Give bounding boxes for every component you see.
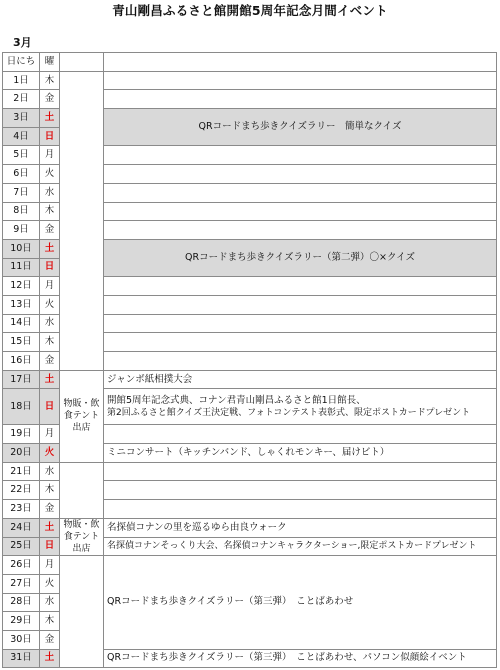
dow-cell: 月 bbox=[40, 556, 60, 575]
table-row bbox=[3, 462, 497, 481]
day-cell: 26日 bbox=[3, 556, 40, 575]
dow-cell: 木 bbox=[40, 612, 60, 631]
day-cell: 5日 bbox=[3, 146, 40, 165]
dow-cell: 金 bbox=[40, 500, 60, 519]
page-title: 青山剛昌ふるさと館開館5周年記念月間イベント bbox=[112, 3, 388, 18]
dow-cell: 金 bbox=[40, 90, 60, 109]
dow-cell: 日 bbox=[40, 389, 60, 425]
day-cell: 4日 bbox=[3, 127, 40, 146]
event-cell bbox=[104, 333, 497, 352]
event-quiz-easy: QRコードまち歩きクイズラリー 簡単なクイズ bbox=[104, 109, 497, 146]
dow-cell: 日 bbox=[40, 258, 60, 277]
event-cell bbox=[104, 90, 497, 109]
booth-cell-empty bbox=[60, 556, 104, 668]
day-cell: 10日 bbox=[3, 239, 40, 258]
table-row bbox=[3, 518, 497, 537]
booth-cell: 物販・飲食テント出店 bbox=[60, 370, 104, 462]
event-ceremony-line1: 開館5周年記念式典、コナン君青山剛昌ふるさと館1日館長、 bbox=[107, 394, 366, 406]
day-cell: 16日 bbox=[3, 352, 40, 371]
event-schedule-table bbox=[2, 52, 497, 668]
dow-cell: 水 bbox=[40, 462, 60, 481]
event-cell bbox=[104, 183, 497, 202]
event-cell bbox=[104, 352, 497, 371]
event-sumo: ジャンボ紙相撲大会 bbox=[104, 370, 497, 389]
day-cell: 22日 bbox=[3, 481, 40, 500]
day-cell: 12日 bbox=[3, 277, 40, 296]
event-cell bbox=[104, 500, 497, 519]
event-cell bbox=[104, 202, 497, 221]
event-cell bbox=[104, 277, 497, 296]
event-ceremony-line2: 第2回ふるさと館クイズ王決定戦、フォトコンテスト表彰式、限定ポストカードプレゼント bbox=[107, 407, 471, 418]
day-cell: 20日 bbox=[3, 444, 40, 463]
booth-cell-empty bbox=[60, 462, 104, 518]
dow-cell: 土 bbox=[40, 518, 60, 537]
event-lookalike: 名探偵コナンそっくり大会、名探偵コナンキャラクターショー,限定ポストカードプレゼント bbox=[104, 537, 497, 556]
dow-cell: 金 bbox=[40, 221, 60, 240]
dow-cell: 月 bbox=[40, 146, 60, 165]
dow-cell: 火 bbox=[40, 165, 60, 184]
event-walk: 名探偵コナンの里を巡るゆら由良ウォーク bbox=[104, 518, 497, 537]
dow-cell: 土 bbox=[40, 109, 60, 128]
day-cell: 15日 bbox=[3, 333, 40, 352]
header-event bbox=[104, 53, 497, 72]
dow-cell: 木 bbox=[40, 333, 60, 352]
day-cell: 9日 bbox=[3, 221, 40, 240]
header-day: 日にち bbox=[3, 53, 40, 72]
day-cell: 1日 bbox=[3, 71, 40, 90]
dow-cell: 木 bbox=[40, 481, 60, 500]
dow-cell: 日 bbox=[40, 537, 60, 556]
header-booth bbox=[60, 53, 104, 72]
event-cell bbox=[104, 481, 497, 500]
booth-cell: 物販・飲食テント出店 bbox=[60, 518, 104, 555]
event-cell bbox=[104, 425, 497, 444]
event-ceremony bbox=[104, 389, 497, 425]
day-cell: 31日 bbox=[3, 649, 40, 668]
day-cell: 23日 bbox=[3, 500, 40, 519]
day-cell: 14日 bbox=[3, 314, 40, 333]
dow-cell: 金 bbox=[40, 630, 60, 649]
event-cell bbox=[104, 295, 497, 314]
header-dow: 曜 bbox=[40, 53, 60, 72]
event-quiz-kotoba-pc: QRコードまち歩きクイズラリー（第三弾） ことばあわせ、パソコン似顔絵イベント bbox=[104, 649, 497, 668]
dow-cell: 木 bbox=[40, 71, 60, 90]
day-cell: 7日 bbox=[3, 183, 40, 202]
event-concert: ミニコンサート（キッチンバンド、しゃくれモンキー、届けビト） bbox=[104, 444, 497, 463]
day-cell: 13日 bbox=[3, 295, 40, 314]
day-cell: 29日 bbox=[3, 612, 40, 631]
dow-cell: 土 bbox=[40, 370, 60, 389]
event-cell bbox=[104, 462, 497, 481]
day-cell: 17日 bbox=[3, 370, 40, 389]
dow-cell: 水 bbox=[40, 183, 60, 202]
dow-cell: 火 bbox=[40, 295, 60, 314]
day-cell: 18日 bbox=[3, 389, 40, 425]
table-row bbox=[3, 556, 497, 575]
dow-cell: 水 bbox=[40, 593, 60, 612]
day-cell: 6日 bbox=[3, 165, 40, 184]
day-cell: 27日 bbox=[3, 574, 40, 593]
event-cell bbox=[104, 146, 497, 165]
day-cell: 11日 bbox=[3, 258, 40, 277]
dow-cell: 月 bbox=[40, 425, 60, 444]
day-cell: 24日 bbox=[3, 518, 40, 537]
day-cell: 25日 bbox=[3, 537, 40, 556]
table-header-row bbox=[3, 53, 497, 72]
day-cell: 8日 bbox=[3, 202, 40, 221]
day-cell: 3日 bbox=[3, 109, 40, 128]
day-cell: 30日 bbox=[3, 630, 40, 649]
day-cell: 21日 bbox=[3, 462, 40, 481]
event-quiz-ox: QRコードまち歩きクイズラリー（第二弾）〇×クイズ bbox=[104, 239, 497, 276]
table-row bbox=[3, 71, 497, 90]
event-quiz-kotoba: QRコードまち歩きクイズラリー（第三弾） ことばあわせ bbox=[104, 556, 497, 649]
dow-cell: 金 bbox=[40, 352, 60, 371]
event-cell bbox=[104, 165, 497, 184]
month-label: 3月 bbox=[13, 36, 32, 49]
dow-cell: 月 bbox=[40, 277, 60, 296]
dow-cell: 土 bbox=[40, 239, 60, 258]
day-cell: 2日 bbox=[3, 90, 40, 109]
event-cell bbox=[104, 314, 497, 333]
event-cell bbox=[104, 221, 497, 240]
dow-cell: 木 bbox=[40, 202, 60, 221]
day-cell: 28日 bbox=[3, 593, 40, 612]
dow-cell: 水 bbox=[40, 314, 60, 333]
day-cell: 19日 bbox=[3, 425, 40, 444]
dow-cell: 日 bbox=[40, 127, 60, 146]
booth-cell-empty bbox=[60, 71, 104, 370]
dow-cell: 土 bbox=[40, 649, 60, 668]
table-row bbox=[3, 370, 497, 389]
dow-cell: 火 bbox=[40, 444, 60, 463]
event-cell bbox=[104, 71, 497, 90]
dow-cell: 火 bbox=[40, 574, 60, 593]
